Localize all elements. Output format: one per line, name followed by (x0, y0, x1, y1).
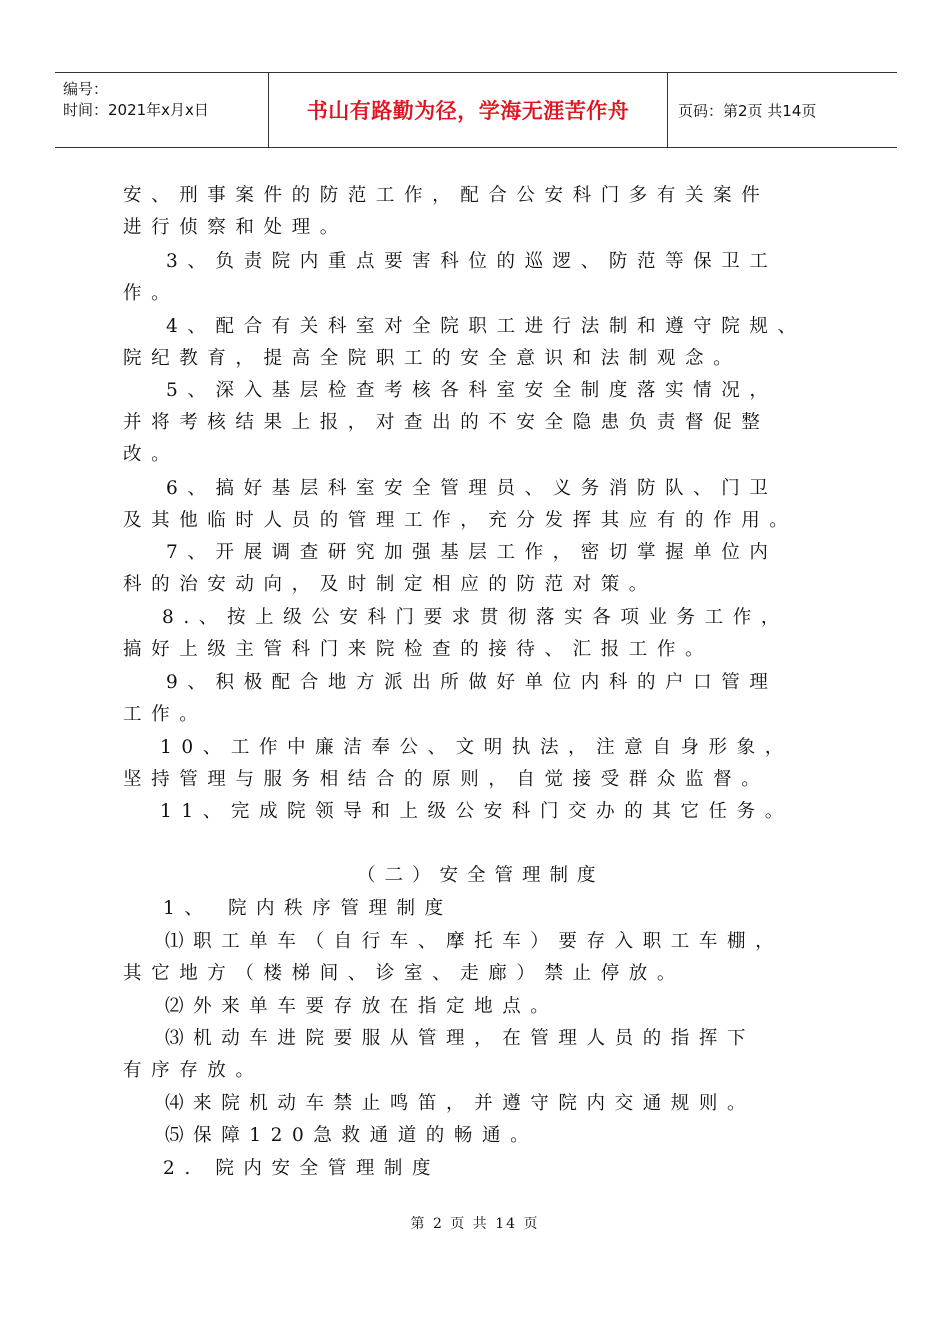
body-line: 进行侦察和处理。 (123, 217, 348, 238)
subsection-heading: 2. 院内安全管理制度 (163, 1158, 441, 1179)
body-line: 坚持管理与服务相结合的原则，自觉接受群众监督。 (123, 769, 770, 790)
body-line: 院纪教育，提高全院职工的安全意识和法制观念。 (123, 348, 742, 369)
body-line: 10、工作中廉洁奉公、文明执法，注意自身形象， (160, 737, 793, 758)
body-line: 7、开展调查研究加强基层工作，密切掌握单位内 (166, 542, 778, 563)
body-line: 11、完成院领导和上级公安科门交办的其它任务。 (160, 801, 793, 822)
body-line: ⑶机动车进院要服从管理，在管理人员的指挥下 (165, 1028, 756, 1049)
page-header (55, 72, 897, 148)
document-number-label: 编号： (63, 80, 109, 98)
document-time-label: 时间：2021年x月x日 (63, 101, 209, 119)
body-line: 科的治安动向，及时制定相应的防范对策。 (123, 574, 657, 595)
body-line: ⑸保障120急救通道的畅通。 (165, 1125, 539, 1146)
body-line: 5、深入基层检查考核各科室安全制度落实情况， (166, 380, 778, 401)
body-line: 改。 (123, 444, 180, 465)
body-line: 其它地方（楼梯间、诊室、走廊）禁止停放。 (123, 963, 686, 984)
body-line: 3、负责院内重点要害科位的巡逻、防范等保卫工 (166, 251, 778, 272)
page-footer: 第 2 页 共 14 页 (410, 1216, 540, 1232)
body-line: ⑴职工单车（自行车、摩托车）要存入职工车棚， (165, 931, 784, 952)
body-line: 安、刑事案件的防范工作，配合公安科门多有关案件 (123, 185, 770, 206)
body-line: ⑷来院机动车禁止鸣笛，并遵守院内交通规则。 (165, 1093, 756, 1114)
subsection-heading: 1、 院内秩序管理制度 (163, 898, 453, 919)
section-heading: （二）安全管理制度 (357, 865, 605, 886)
body-line: 并将考核结果上报，对查出的不安全隐患负责督促整 (123, 412, 770, 433)
body-line: 9、积极配合地方派出所做好单位内科的户口管理 (166, 672, 778, 693)
body-line: 8.、按上级公安科门要求贯彻落实各项业务工作， (162, 607, 789, 628)
body-line: ⑵外来单车要存放在指定地点。 (165, 996, 559, 1017)
body-line: 4、配合有关科室对全院职工进行法制和遵守院规、 (166, 316, 806, 337)
body-line: 搞好上级主管科门来院检查的接待、汇报工作。 (123, 639, 714, 660)
body-line: 工作。 (123, 704, 208, 725)
header-meta (55, 73, 269, 147)
body-line: 作。 (123, 283, 180, 304)
header-motto: 书山有路勤为径，学海无涯苦作舟 (269, 73, 668, 147)
header-page-info: 页码：第2页 共14页 (678, 101, 817, 120)
body-line: 及其他临时人员的管理工作，充分发挥其应有的作用。 (123, 510, 798, 531)
body-line: 6、搞好基层科室安全管理员、义务消防队、门卫 (166, 478, 778, 499)
body-line: 有序存放。 (123, 1060, 264, 1081)
